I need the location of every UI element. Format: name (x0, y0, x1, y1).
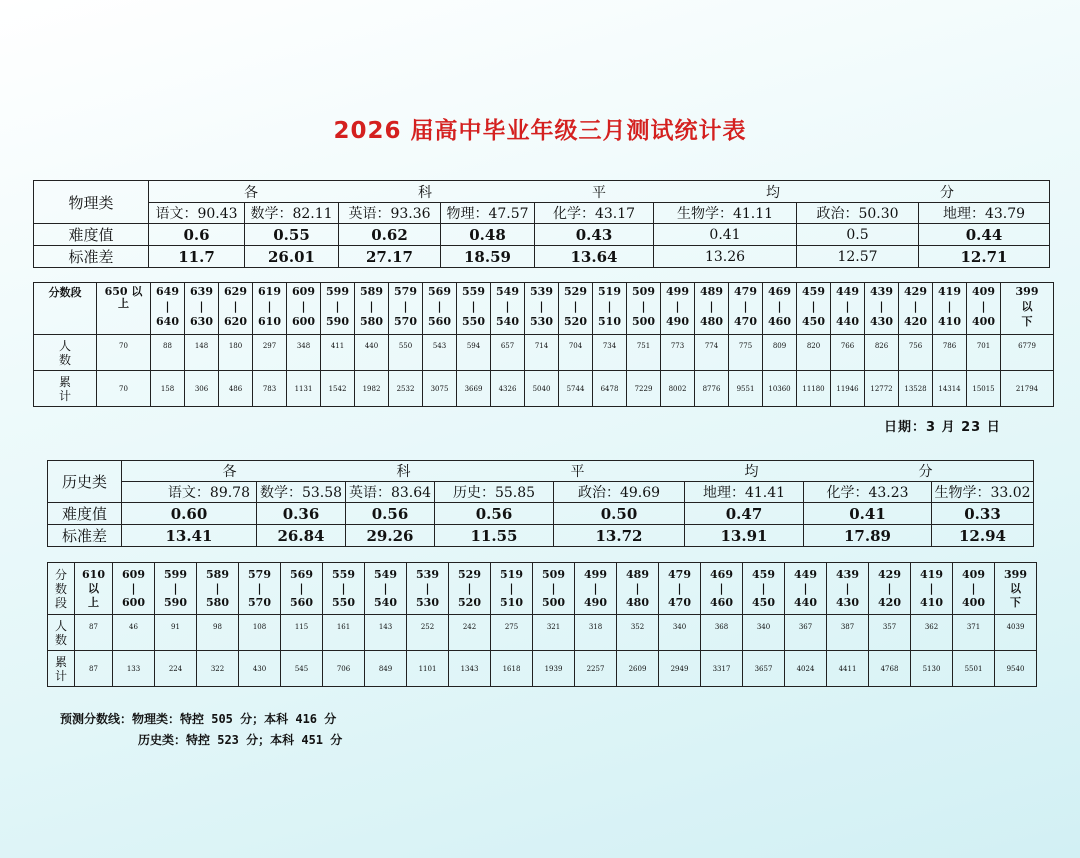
segment-range: 589 | 580 (355, 283, 389, 335)
stddev-value: 11.7 (149, 246, 245, 268)
stddev-label: 标准差 (34, 246, 149, 268)
count-cell: 704 (559, 335, 593, 371)
segment-range: 399 以 下 (995, 563, 1037, 615)
count-cell: 371 (953, 615, 995, 651)
forecast-line-history: 历史类：特控 523 分；本科 451 分 (138, 733, 343, 747)
count-cell: 242 (449, 615, 491, 651)
segment-range: 559 | 550 (323, 563, 365, 615)
segment-range: 609 | 600 (287, 283, 321, 335)
physics-category-label: 物理类 (34, 181, 149, 224)
count-cell: 46 (113, 615, 155, 651)
stddev-value: 12.71 (919, 246, 1050, 268)
cumulative-cell: 486 (219, 371, 253, 407)
segment-range: 419 | 410 (911, 563, 953, 615)
cumulative-cell: 5130 (911, 651, 953, 687)
count-cell: 751 (627, 335, 661, 371)
difficulty-value: 0.33 (932, 503, 1034, 525)
cumulative-cell: 2609 (617, 651, 659, 687)
cumulative-cell: 4768 (869, 651, 911, 687)
count-cell: 87 (75, 615, 113, 651)
stddev-value: 12.57 (797, 246, 919, 268)
segment-range: 650 以 上 (97, 283, 151, 335)
cumulative-cell: 1131 (287, 371, 321, 407)
segment-range: 579 | 570 (389, 283, 423, 335)
difficulty-value: 0.56 (346, 503, 435, 525)
segment-range: 629 | 620 (219, 283, 253, 335)
cumulative-cell: 3669 (457, 371, 491, 407)
history-segment-table (47, 562, 1037, 687)
stddev-value: 12.94 (932, 525, 1034, 547)
physics-average-table (33, 180, 1050, 268)
segment-range: 569 | 560 (423, 283, 457, 335)
cumulative-cell: 11946 (831, 371, 865, 407)
segment-range: 499 | 490 (575, 563, 617, 615)
segment-range: 639 | 630 (185, 283, 219, 335)
count-cell: 340 (743, 615, 785, 651)
subject-average: 地理：43.79 (919, 203, 1050, 224)
count-cell: 108 (239, 615, 281, 651)
segment-range: 619 | 610 (253, 283, 287, 335)
count-cell: 321 (533, 615, 575, 651)
cumulative-cell: 4411 (827, 651, 869, 687)
cumulative-cell: 14314 (933, 371, 967, 407)
segment-range: 519 | 510 (491, 563, 533, 615)
difficulty-value: 0.48 (441, 224, 535, 246)
cumulative-cell: 11180 (797, 371, 831, 407)
cumulative-cell: 4326 (491, 371, 525, 407)
difficulty-value: 0.6 (149, 224, 245, 246)
count-cell: 115 (281, 615, 323, 651)
subject-average: 生物学：41.11 (654, 203, 797, 224)
segment-range: 549 | 540 (491, 283, 525, 335)
difficulty-value: 0.60 (122, 503, 257, 525)
segment-range: 409 | 400 (967, 283, 1001, 335)
segment-range: 559 | 550 (457, 283, 491, 335)
cumulative-cell: 3657 (743, 651, 785, 687)
cumulative-cell: 5744 (559, 371, 593, 407)
count-cell: 786 (933, 335, 967, 371)
history-average-table (47, 460, 1034, 547)
count-label: 人 数 (48, 615, 75, 651)
difficulty-label: 难度值 (34, 224, 149, 246)
subject-average: 物理：47.57 (441, 203, 535, 224)
cumulative-cell: 1939 (533, 651, 575, 687)
segment-range: 569 | 560 (281, 563, 323, 615)
count-cell: 657 (491, 335, 525, 371)
cumulative-cell: 849 (365, 651, 407, 687)
stddev-value: 29.26 (346, 525, 435, 547)
count-cell: 773 (661, 335, 695, 371)
difficulty-value: 0.43 (535, 224, 654, 246)
segment-range: 449 | 440 (785, 563, 827, 615)
segment-range: 649 | 640 (151, 283, 185, 335)
count-cell: 91 (155, 615, 197, 651)
segment-range: 399 以 下 (1001, 283, 1054, 335)
count-cell: 275 (491, 615, 533, 651)
cumulative-cell: 70 (97, 371, 151, 407)
difficulty-value: 0.5 (797, 224, 919, 246)
cumulative-cell: 1618 (491, 651, 533, 687)
count-cell: 297 (253, 335, 287, 371)
count-cell: 368 (701, 615, 743, 651)
cumulative-cell: 9540 (995, 651, 1037, 687)
count-cell: 820 (797, 335, 831, 371)
subject-average: 生物学：33.02 (932, 482, 1034, 503)
count-cell: 387 (827, 615, 869, 651)
segment-label: 分数段 (34, 283, 97, 335)
stddev-value: 13.72 (554, 525, 685, 547)
stddev-value: 13.64 (535, 246, 654, 268)
segment-range: 539 | 530 (407, 563, 449, 615)
stddev-value: 13.26 (654, 246, 797, 268)
subject-average: 政治：49.69 (554, 482, 685, 503)
cumulative-cell: 8776 (695, 371, 729, 407)
difficulty-label: 难度值 (48, 503, 122, 525)
cumulative-cell: 158 (151, 371, 185, 407)
cumulative-label: 累 计 (48, 651, 75, 687)
stddev-label: 标准差 (48, 525, 122, 547)
cumulative-cell: 8002 (661, 371, 695, 407)
difficulty-value: 0.62 (339, 224, 441, 246)
cumulative-cell: 430 (239, 651, 281, 687)
cumulative-cell: 7229 (627, 371, 661, 407)
segment-range: 579 | 570 (239, 563, 281, 615)
segment-range: 489 | 480 (695, 283, 729, 335)
count-cell: 594 (457, 335, 491, 371)
subject-average: 语文：89.78 (122, 482, 257, 503)
cumulative-cell: 1343 (449, 651, 491, 687)
subject-average: 化学：43.23 (804, 482, 932, 503)
difficulty-value: 0.44 (919, 224, 1050, 246)
count-cell: 252 (407, 615, 449, 651)
cumulative-cell: 1101 (407, 651, 449, 687)
stddev-value: 26.84 (257, 525, 346, 547)
segment-range: 529 | 520 (449, 563, 491, 615)
difficulty-value: 0.47 (685, 503, 804, 525)
test-date: 日期：3 月 23 日 (884, 420, 1001, 435)
difficulty-value: 0.41 (804, 503, 932, 525)
segment-range: 499 | 490 (661, 283, 695, 335)
cumulative-cell: 6478 (593, 371, 627, 407)
count-cell: 701 (967, 335, 1001, 371)
cumulative-cell: 224 (155, 651, 197, 687)
subject-average: 英语：83.64 (346, 482, 435, 503)
count-cell: 756 (899, 335, 933, 371)
count-cell: 714 (525, 335, 559, 371)
count-cell: 148 (185, 335, 219, 371)
segment-range: 449 | 440 (831, 283, 865, 335)
segment-range: 429 | 420 (899, 283, 933, 335)
cumulative-cell: 5501 (953, 651, 995, 687)
segment-range: 429 | 420 (869, 563, 911, 615)
count-cell: 6779 (1001, 335, 1054, 371)
segment-range: 509 | 500 (627, 283, 661, 335)
count-cell: 318 (575, 615, 617, 651)
segment-range: 459 | 450 (797, 283, 831, 335)
count-cell: 4039 (995, 615, 1037, 651)
cumulative-cell: 21794 (1001, 371, 1054, 407)
stddev-value: 13.91 (685, 525, 804, 547)
segment-range: 599 | 590 (321, 283, 355, 335)
subject-average: 历史：55.85 (435, 482, 554, 503)
difficulty-value: 0.50 (554, 503, 685, 525)
subject-average: 化学：43.17 (535, 203, 654, 224)
count-cell: 766 (831, 335, 865, 371)
cumulative-cell: 783 (253, 371, 287, 407)
count-cell: 348 (287, 335, 321, 371)
cumulative-cell: 133 (113, 651, 155, 687)
count-cell: 180 (219, 335, 253, 371)
count-label: 人 数 (34, 335, 97, 371)
cumulative-cell: 1982 (355, 371, 389, 407)
subject-average: 语文：90.43 (149, 203, 245, 224)
count-cell: 362 (911, 615, 953, 651)
forecast-line-physics: 预测分数线：物理类：特控 505 分；本科 416 分 (60, 712, 337, 726)
segment-range: 469 | 460 (701, 563, 743, 615)
segment-range: 519 | 510 (593, 283, 627, 335)
segment-range: 599 | 590 (155, 563, 197, 615)
segment-range: 459 | 450 (743, 563, 785, 615)
difficulty-value: 0.55 (245, 224, 339, 246)
cumulative-cell: 706 (323, 651, 365, 687)
cumulative-cell: 12772 (865, 371, 899, 407)
page-title: 2026 届高中毕业年级三月测试统计表 (333, 118, 747, 144)
segment-range: 509 | 500 (533, 563, 575, 615)
stddev-value: 26.01 (245, 246, 339, 268)
count-cell: 774 (695, 335, 729, 371)
stddev-value: 18.59 (441, 246, 535, 268)
cumulative-cell: 87 (75, 651, 113, 687)
count-cell: 775 (729, 335, 763, 371)
segment-range: 479 | 470 (659, 563, 701, 615)
difficulty-value: 0.56 (435, 503, 554, 525)
subject-average: 英语：93.36 (339, 203, 441, 224)
count-cell: 88 (151, 335, 185, 371)
segment-range: 469 | 460 (763, 283, 797, 335)
count-cell: 440 (355, 335, 389, 371)
subject-average: 数学：82.11 (245, 203, 339, 224)
history-category-label: 历史类 (48, 461, 122, 503)
cumulative-cell: 13528 (899, 371, 933, 407)
count-cell: 161 (323, 615, 365, 651)
count-cell: 734 (593, 335, 627, 371)
count-cell: 352 (617, 615, 659, 651)
count-cell: 70 (97, 335, 151, 371)
segment-range: 529 | 520 (559, 283, 593, 335)
count-cell: 550 (389, 335, 423, 371)
cumulative-label: 累 计 (34, 371, 97, 407)
segment-range: 439 | 430 (827, 563, 869, 615)
segment-range: 409 | 400 (953, 563, 995, 615)
segment-range: 439 | 430 (865, 283, 899, 335)
segment-range: 479 | 470 (729, 283, 763, 335)
count-cell: 340 (659, 615, 701, 651)
cumulative-cell: 1542 (321, 371, 355, 407)
stddev-value: 17.89 (804, 525, 932, 547)
cumulative-cell: 2949 (659, 651, 701, 687)
count-cell: 357 (869, 615, 911, 651)
segment-range: 489 | 480 (617, 563, 659, 615)
cumulative-cell: 545 (281, 651, 323, 687)
difficulty-value: 0.36 (257, 503, 346, 525)
stddev-value: 13.41 (122, 525, 257, 547)
cumulative-cell: 9551 (729, 371, 763, 407)
cumulative-cell: 3075 (423, 371, 457, 407)
segment-range: 589 | 580 (197, 563, 239, 615)
physics-segment-table (33, 282, 1054, 407)
cumulative-cell: 2532 (389, 371, 423, 407)
cumulative-cell: 2257 (575, 651, 617, 687)
stddev-value: 11.55 (435, 525, 554, 547)
segment-range: 539 | 530 (525, 283, 559, 335)
difficulty-value: 0.41 (654, 224, 797, 246)
count-cell: 826 (865, 335, 899, 371)
count-cell: 543 (423, 335, 457, 371)
segment-label: 分 数 段 (48, 563, 75, 615)
cumulative-cell: 322 (197, 651, 239, 687)
count-cell: 809 (763, 335, 797, 371)
count-cell: 367 (785, 615, 827, 651)
subject-average: 地理：41.41 (685, 482, 804, 503)
cumulative-cell: 5040 (525, 371, 559, 407)
cumulative-cell: 306 (185, 371, 219, 407)
cumulative-cell: 10360 (763, 371, 797, 407)
count-cell: 143 (365, 615, 407, 651)
segment-range: 549 | 540 (365, 563, 407, 615)
stddev-value: 27.17 (339, 246, 441, 268)
count-cell: 411 (321, 335, 355, 371)
subject-average: 数学：53.58 (257, 482, 346, 503)
cumulative-cell: 4024 (785, 651, 827, 687)
subject-average: 政治：50.30 (797, 203, 919, 224)
cumulative-cell: 3317 (701, 651, 743, 687)
count-cell: 98 (197, 615, 239, 651)
average-banner: 各 科 平 均 分 (149, 181, 1050, 203)
segment-range: 609 | 600 (113, 563, 155, 615)
average-banner: 各 科 平 均 分 (122, 461, 1034, 482)
segment-range: 610 以 上 (75, 563, 113, 615)
segment-range: 419 | 410 (933, 283, 967, 335)
cumulative-cell: 15015 (967, 371, 1001, 407)
